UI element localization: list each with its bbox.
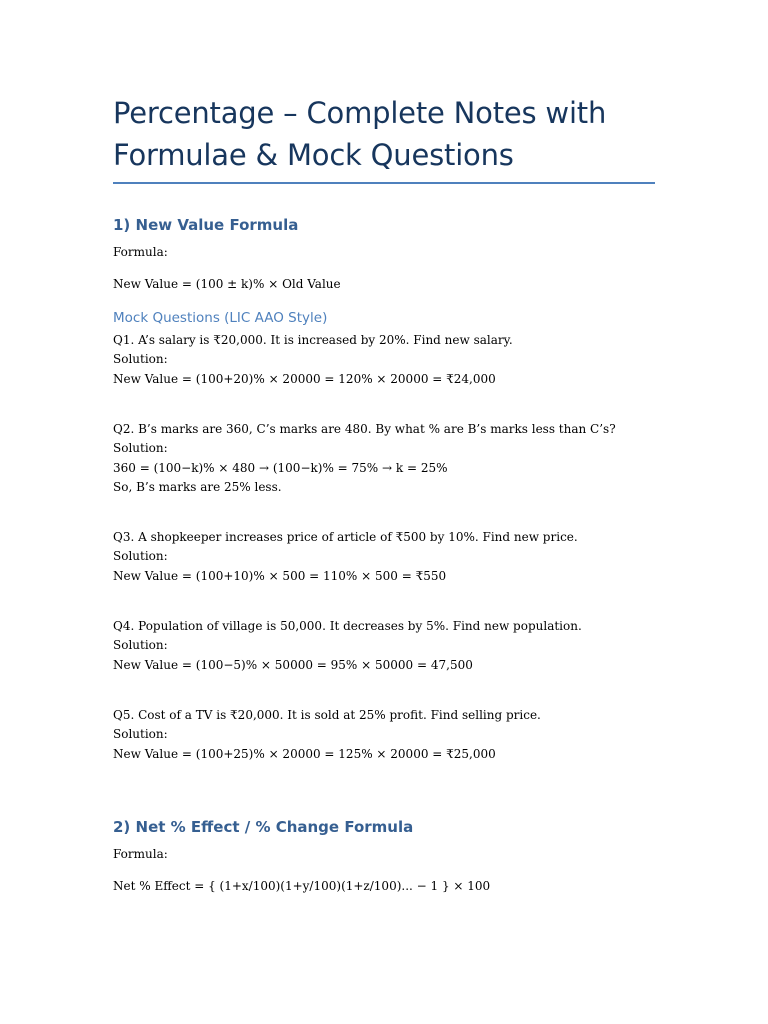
section-2-formula: Net % Effect = { (1+x/100)(1+y/100)(1+z/100)... − 1 } × 100 xyxy=(113,878,491,893)
question-block-3 xyxy=(113,528,655,586)
solution-line: New Value = (100+10)% × 500 = 110% × 500 = ₹550 xyxy=(113,568,447,583)
section-1-formula: New Value = (100 ± k)% × Old Value xyxy=(113,276,341,291)
question-block-1 xyxy=(113,331,655,389)
solution-line: New Value = (100−5)% × 50000 = 95% × 50000 = 47,500 xyxy=(113,657,473,672)
solution-line: 360 = (100−k)% × 480 → (100−k)% = 75% → k = 25% xyxy=(113,460,448,475)
document-body xyxy=(113,92,655,896)
solution-line: New Value = (100+20)% × 20000 = 120% × 20000 = ₹24,000 xyxy=(113,371,496,386)
question-text: Q4. Population of village is 50,000. It decreases by 5%. Find new population. xyxy=(113,619,582,634)
section-2-heading: 2) Net % Effect / % Change Formula xyxy=(113,817,414,836)
section-1-formula-label: Formula: xyxy=(113,245,168,259)
title-line-2: Formulae & Mock Questions xyxy=(113,138,514,172)
solution-label: Solution: xyxy=(113,638,168,653)
solution-line: So, B’s marks are 25% less. xyxy=(113,479,282,494)
question-block-4 xyxy=(113,617,655,675)
document-title xyxy=(113,92,655,182)
question-text: Q1. A’s salary is ₹20,000. It is increased by 20%. Find new salary. xyxy=(113,333,513,348)
question-text: Q3. A shopkeeper increases price of article of ₹500 by 10%. Find new price. xyxy=(113,530,578,545)
solution-line: New Value = (100+25)% × 20000 = 125% × 20000 = ₹25,000 xyxy=(113,746,496,761)
title-line-1: Percentage – Complete Notes with xyxy=(113,96,607,130)
question-text: Q5. Cost of a TV is ₹20,000. It is sold at 25% profit. Find selling price. xyxy=(113,707,541,722)
solution-label: Solution: xyxy=(113,549,168,564)
question-text: Q2. B’s marks are 360, C’s marks are 480. By what % are B’s marks less than C’s? xyxy=(113,421,616,436)
solution-label: Solution: xyxy=(113,441,168,456)
mock-questions-subheading: Mock Questions (LIC AAO Style) xyxy=(113,310,328,327)
question-block-5 xyxy=(113,706,655,764)
question-block-2 xyxy=(113,420,655,497)
solution-label: Solution: xyxy=(113,352,168,367)
title-underline xyxy=(113,182,655,184)
section-1-heading: 1) New Value Formula xyxy=(113,216,299,234)
section-2-formula-label: Formula: xyxy=(113,846,168,861)
solution-label: Solution: xyxy=(113,727,168,742)
